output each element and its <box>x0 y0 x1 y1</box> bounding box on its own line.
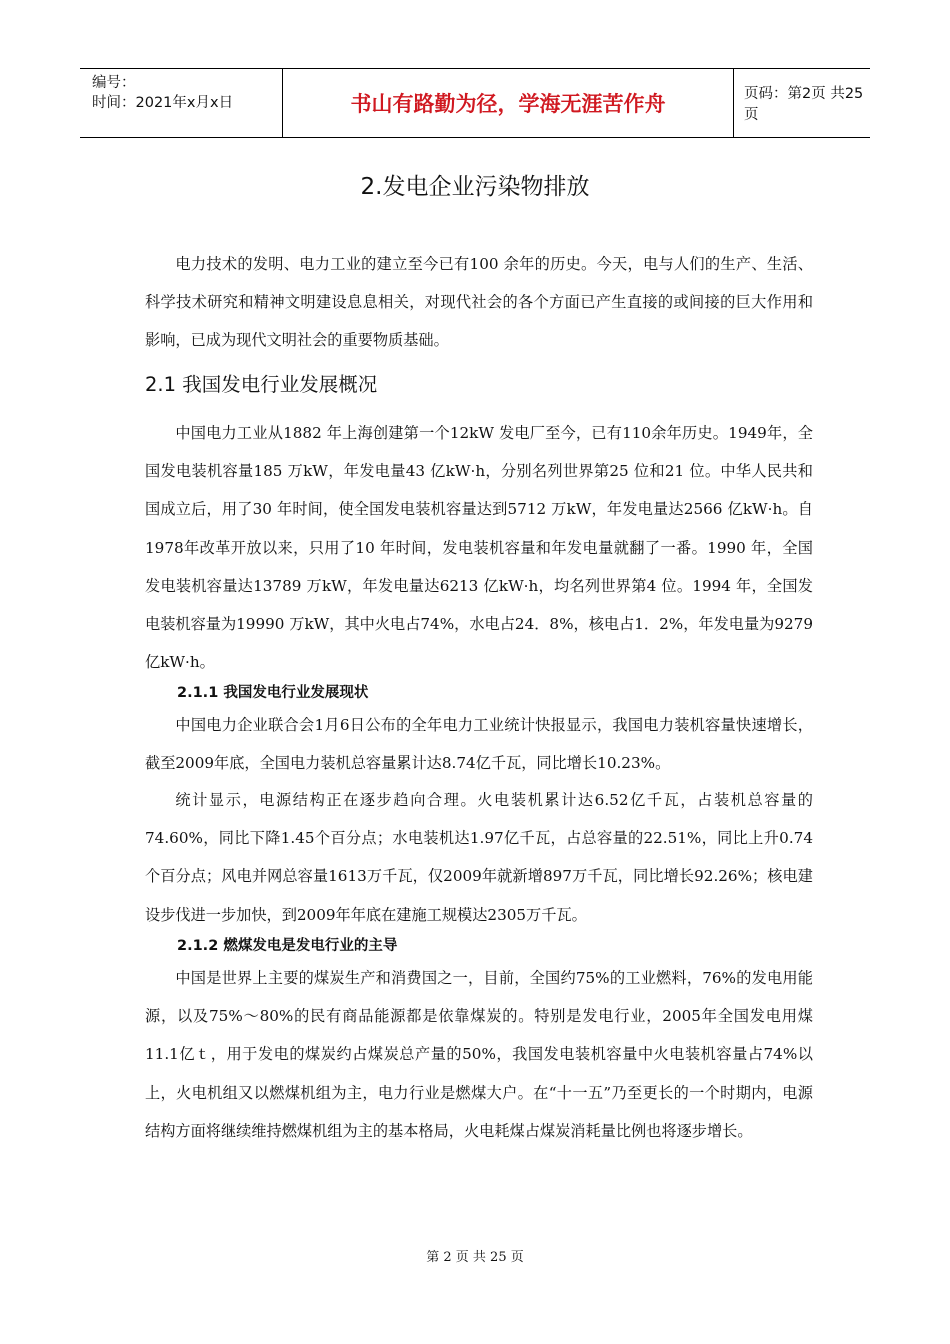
section-2-1-paragraph: 中国电力工业从1882 年上海创建第一个12kW 发电厂至今，已有110余年历史。1949年，全国发电装机容量185 万kW，年发电量43 亿kW·h，分别名列世界第25 位和21 位。中华人民共和国成立后，用了30 年时间，使全国发电装机容量达到5712 万kW，年发电量达2566 亿kW·h。自1978年改革开放以来，只用了10 年时间，发电装机容量和年发电量就翻了一番。1990 年，全国发电装机容量达13789 万kW，年发电量达6213 亿kW·h，均名列世界第4 位。1994 年，全国发电装机容量为19990 万kW，其中火电占74%，水电占24．8%，核电占1．2%，年发电量为9279 亿kW·h。 <box>145 424 813 672</box>
section-heading-2-1-2: 2.1.2 燃煤发电是发电行业的主导 <box>177 938 398 954</box>
document-date: 时间：2021年x月x日 <box>92 95 234 111</box>
header-motto: 书山有路勤为径，学海无涯苦作舟 <box>282 69 734 137</box>
document-number-label: 编号： <box>92 75 136 91</box>
intro-paragraph: 电力技术的发明、电力工业的建立至今已有100 余年的历史。今天，电与人们的生产、生活、科学技术研究和精神文明建设息息相关，对现代社会的各个方面已产生直接的或间接的巨大作用和影响，已成为现代文明社会的重要物质基础。 <box>145 255 813 350</box>
section-heading-2-1: 2.1 我国发电行业发展概况 <box>145 373 378 396</box>
section-2-1-1-paragraph-2: 统计显示，电源结构正在逐步趋向合理。火电装机累计达6.52亿千瓦，占装机总容量的74.60%，同比下降1.45个百分点；水电装机达1.97亿千瓦，占总容量的22.51%，同比上升0.74个百分点；风电并网总容量1613万千瓦，仅2009年就新增897万千瓦，同比增长92.26%；核电建设步伐进一步加快，到2009年年底在建施工规模达2305万千瓦。 <box>145 791 813 924</box>
page-footer: 第 2 页 共 25 页 <box>426 1250 524 1265</box>
section-2-1-1-paragraph-1: 中国电力企业联合会1月6日公布的全年电力工业统计快报显示，我国电力装机容量快速增长，截至2009年底，全国电力装机总容量累计达8.74亿千瓦，同比增长10.23%。 <box>145 716 813 773</box>
page-header <box>80 68 870 138</box>
header-page-info: 页码：第2页 共25页 <box>744 86 864 123</box>
section-heading-2-1-1: 2.1.1 我国发电行业发展现状 <box>177 685 369 701</box>
section-2-1-2-paragraph: 中国是世界上主要的煤炭生产和消费国之一，目前，全国约75%的工业燃料，76%的发电用能源，以及75%～80%的民有商品能源都是依靠煤炭的。特别是发电行业，2005年全国发电用煤11.1亿ｔ，用于发电的煤炭约占煤炭总产量的50%，我国发电装机容量中火电装机容量占74%以上，火电机组又以燃煤机组为主，电力行业是燃煤大户。在“十一五”乃至更长的一个时期内，电源结构方面将继续维持燃煤机组为主的基本格局，火电耗煤占煤炭消耗量比例也将逐步增长。 <box>145 969 813 1140</box>
document-title: 2.发电企业污染物排放 <box>360 174 590 200</box>
header-meta <box>80 69 282 137</box>
